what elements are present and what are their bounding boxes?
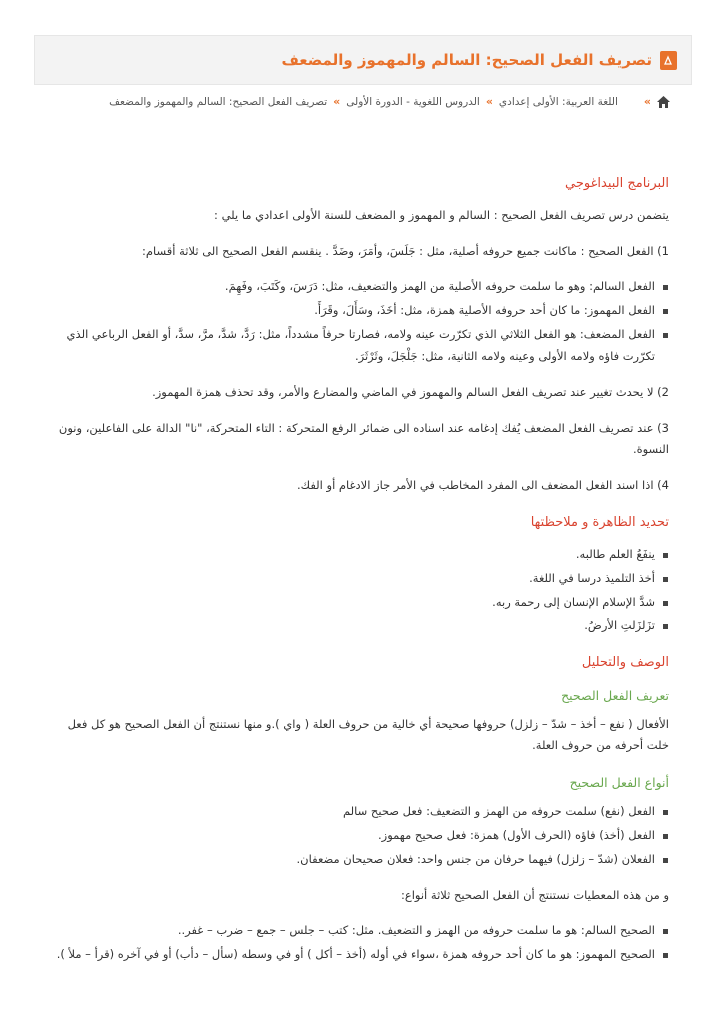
section-heading: البرنامج البيداغوجي bbox=[565, 176, 669, 191]
list-item: شدَّ الإسلام الإنسان إلى رحمة ربه. bbox=[49, 592, 655, 614]
breadcrumb bbox=[109, 95, 670, 108]
subsection-heading: تعريف الفعل الصحيح bbox=[561, 687, 669, 703]
breadcrumb-item-subject[interactable]: اللغة العربية: الأولى إعدادي bbox=[498, 95, 618, 108]
article-body bbox=[49, 172, 669, 980]
breadcrumb-item-current: تصريف الفعل الصحيح: السالم والمهموز والمضعف bbox=[109, 95, 328, 108]
home-icon[interactable] bbox=[657, 96, 670, 108]
list-item: تزَلزَلتِ الأرضُ. bbox=[49, 615, 655, 637]
list-item: أخذ التلميذ درسا في اللغة. bbox=[49, 568, 655, 590]
list-item: الفعل (نفع) سلمت حروفه من الهمز و التضعيف: فعل صحيح سالم bbox=[49, 801, 655, 823]
list-item: الفعل السالم: وهو ما سلمت حروفه الأصلية من الهمز والتضعيف، مثل: دَرَسَ، وكَتَبَ، وفَهِمَ. bbox=[49, 276, 655, 298]
list-item: الفعل (أخذ) فاؤه (الحرف الأول) همزة: فعل صحيح مهموز. bbox=[49, 825, 655, 847]
breadcrumb-separator: » bbox=[333, 95, 341, 108]
list-item: الصحيح المهموز: هو ما كان أحد حروفه همزة ،سواء في أوله (أخذ – أكل ) أو في وسطه (سأل – دأب) أو في آخره (قرأ – ملأ ). bbox=[49, 944, 655, 966]
bullet-list bbox=[49, 801, 669, 871]
page-title: تصريف الفعل الصحيح: السالم والمهموز والمضعف bbox=[281, 51, 652, 69]
pdf-icon[interactable] bbox=[660, 51, 677, 70]
list-item: الصحيح السالم: هو ما سلمت حروفه من الهمز و التضعيف. مثل: كتب – جلس – جمع – ضرب – غفر.. bbox=[49, 920, 655, 942]
subsection-heading: أنواع الفعل الصحيح bbox=[569, 775, 669, 791]
paragraph: الأفعال ( نفع – أخذ – شدّ – زلزل) حروفها صحيحة أي خالية من حروف العلة ( واي ).و منها نستنتج أن الفعل الصحيح هو كل فعل خلت أحرفه من حروف العلة. bbox=[67, 716, 669, 753]
paragraph: 4) اذا اسند الفعل المضعف الى المفرد المخاطب في الأمر جاز الادغام أو الفك. bbox=[297, 478, 669, 493]
bullet-list bbox=[49, 276, 669, 367]
paragraph: و من هذه المعطيات نستنتج أن الفعل الصحيح ثلاثة أنواع: bbox=[400, 887, 669, 902]
list-item: ينفَعُ العلم طالبه. bbox=[49, 544, 655, 566]
breadcrumb-separator: » bbox=[643, 95, 651, 108]
paragraph: يتضمن درس تصريف الفعل الصحيح : السالم و المهموز و المضعف للسنة الأولى اعدادي ما يلي : bbox=[214, 207, 669, 222]
list-item: الفعل المهموز: ما كان أحد حروفه الأصلية همزة، مثل: أخَذَ، وسَأَلَ، وقَرَأَ. bbox=[49, 300, 655, 322]
bullet-list bbox=[49, 544, 669, 637]
section-heading: الوصف والتحليل bbox=[581, 655, 669, 671]
article-header bbox=[34, 35, 692, 85]
bullet-list bbox=[49, 920, 669, 966]
breadcrumb-item-category[interactable]: الدروس اللغوية - الدورة الأولى bbox=[346, 95, 480, 108]
list-item: الفعلان (شدّ – زلزل) فيهما حرفان من جنس واحد: فعلان صحيحان مضعفان. bbox=[49, 849, 655, 871]
paragraph: 3) عند تصريف الفعل المضعف يُفك إدغامه عند اسناده الى ضمائر الرفع المتحركة : التاء المتحركة، "نا" الدالة على الفاعلين، ونون النسوة. bbox=[58, 420, 669, 457]
breadcrumb-separator: » bbox=[485, 95, 493, 108]
section-heading: تحديد الظاهرة و ملاحظتها bbox=[530, 515, 669, 531]
list-item: الفعل المضعف: هو الفعل الثلاثي الذي تكرّرت عينه ولامه، فصارتا حرفاً مشدداً، مثل: رَدَّ، شدَّ، مرَّ، سدَّ، أو الفعل الرباعي الذي تكرّرت فاؤه ولامه الأولى وعينه ولامه الثانية، مثل: جَلْجَلَ، وثَرْثَرَ. bbox=[49, 324, 655, 368]
paragraph: 2) لا يحدث تغيير عند تصريف الفعل السالم والمهموز في الماضي والمضارع والأمر، وقد تحذف همزة المهموز. bbox=[152, 384, 669, 399]
translate-icon bbox=[624, 96, 638, 108]
paragraph: 1) الفعل الصحيح : ماكانت جميع حروفه أصلية، مثل : جَلَسَ، وأمَرَ، وضَدَّ . ينقسم الفعل الصحيح الى ثلاثة أقسام: bbox=[142, 243, 669, 258]
